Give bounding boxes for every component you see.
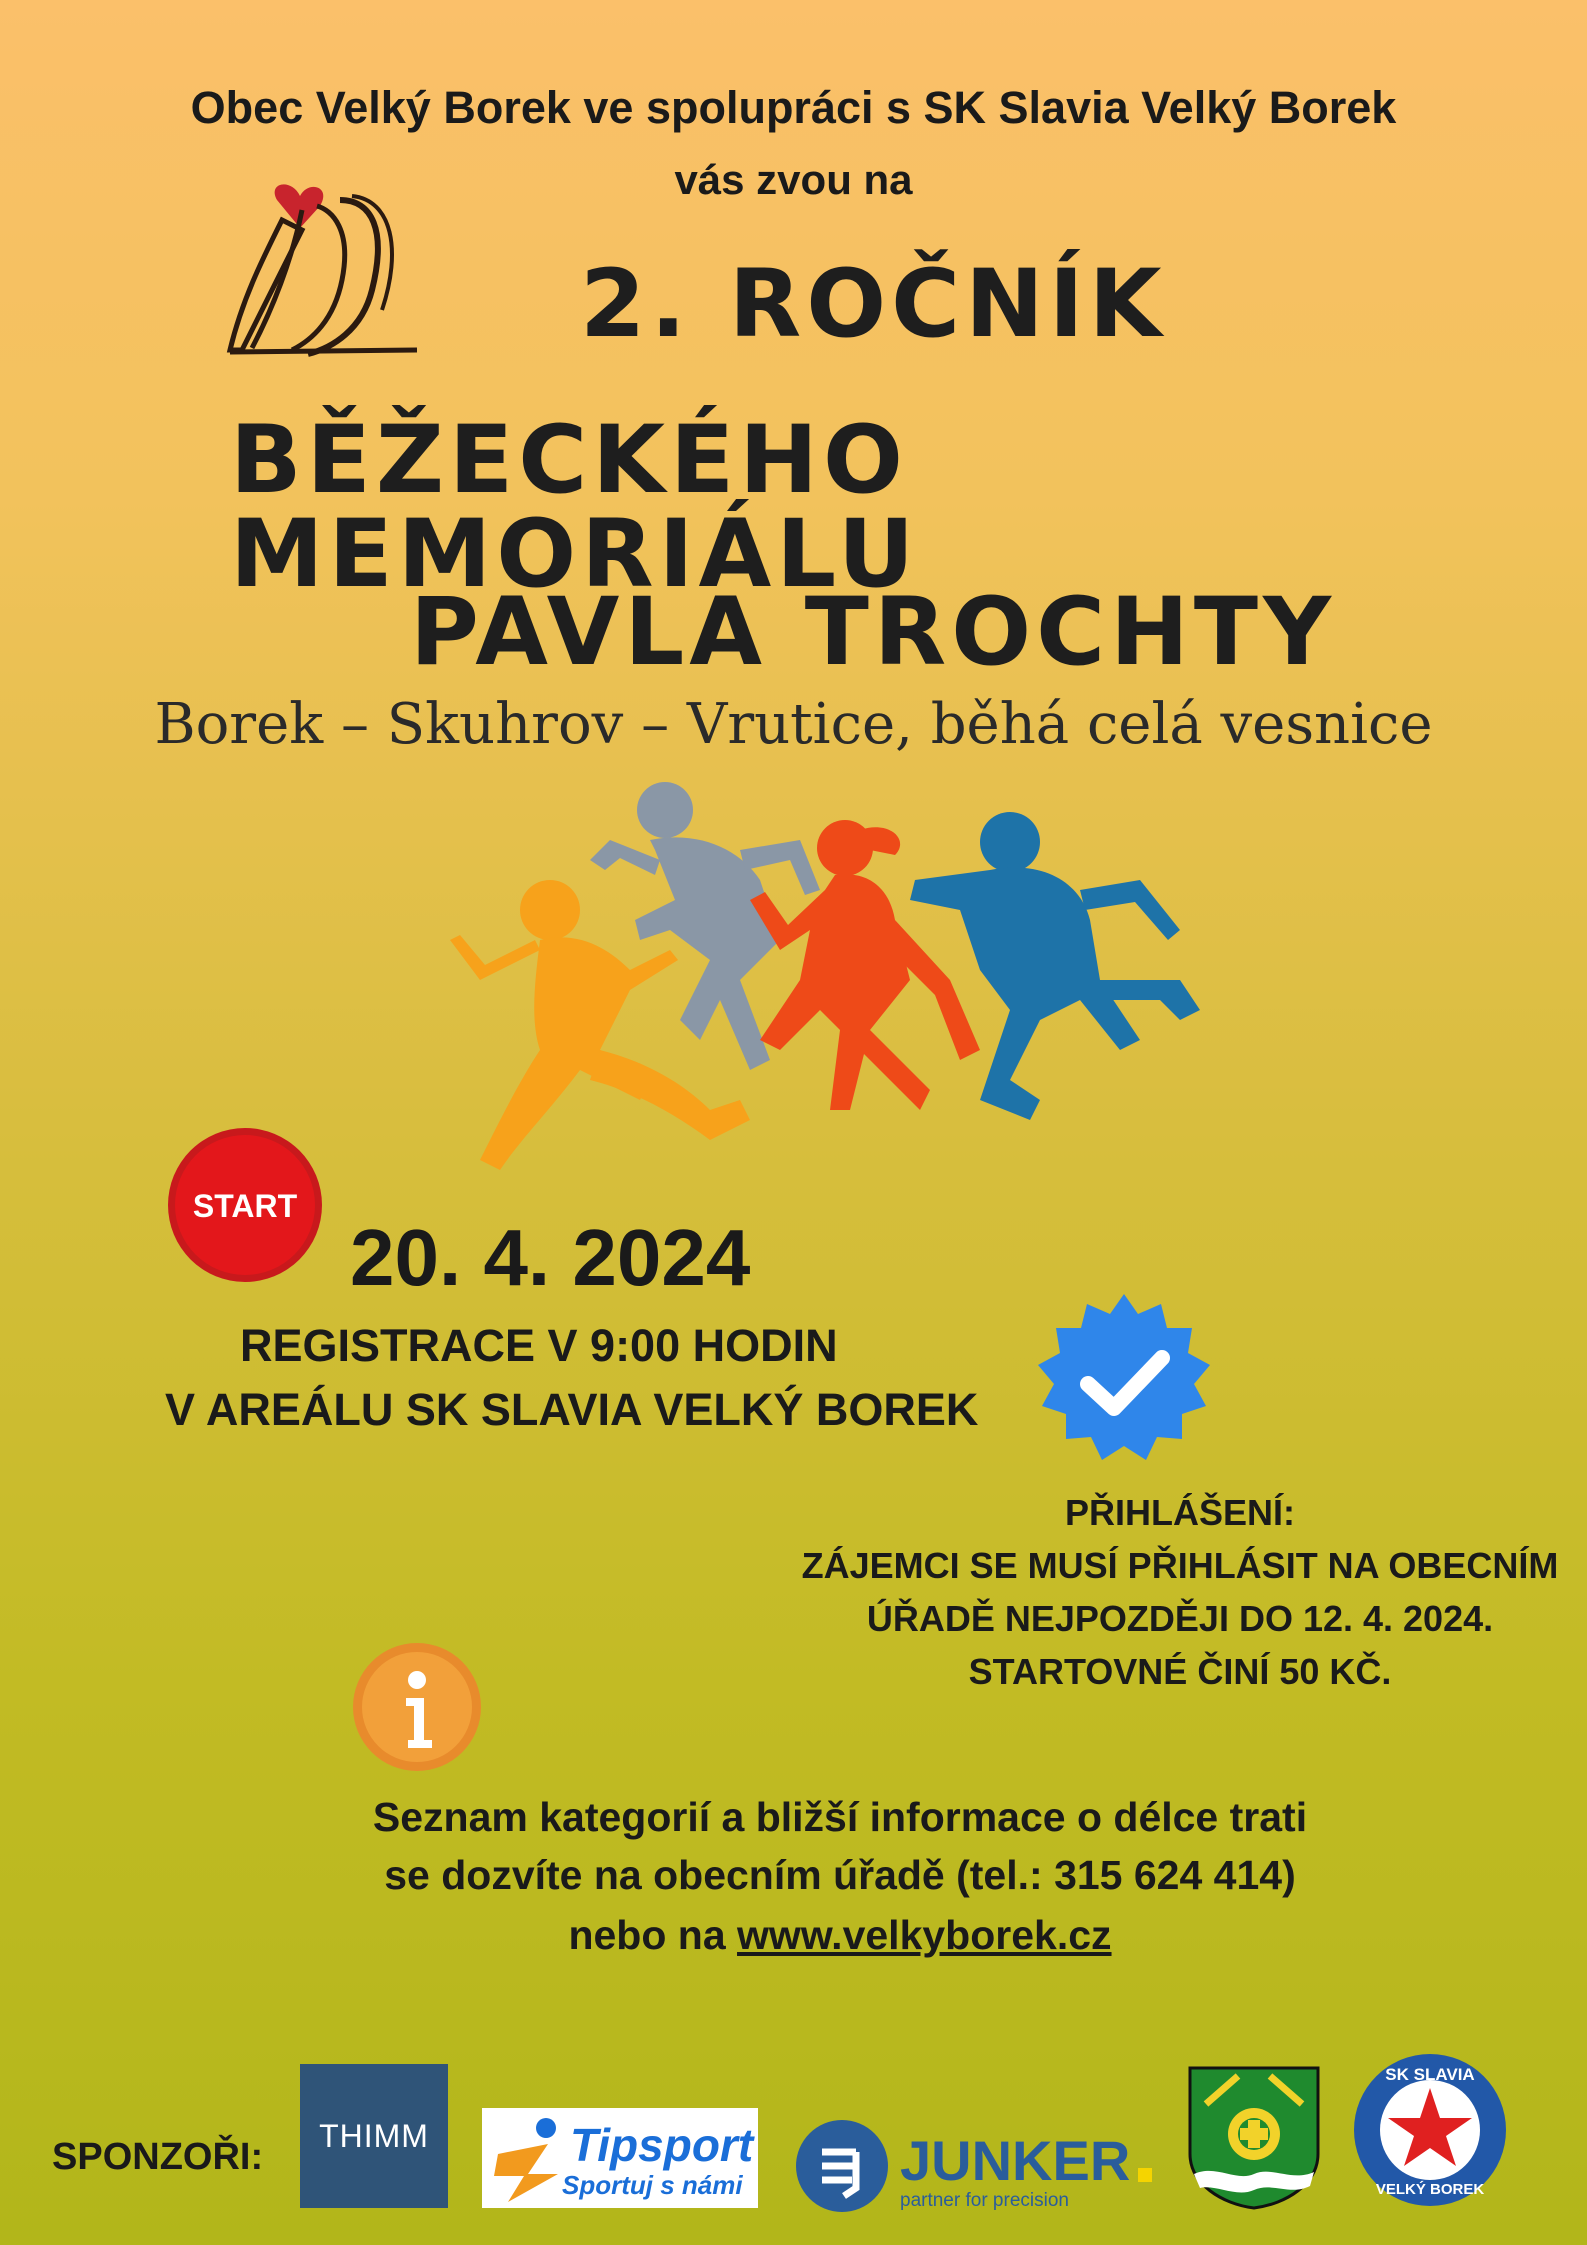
- title-line-1: 2. ROČNÍK: [580, 250, 1167, 359]
- registration-place: V AREÁLU SK SLAVIA VELKÝ BOREK: [165, 1384, 979, 1435]
- junker-name: JUNKER: [900, 2129, 1131, 2192]
- sk-slavia-badge: [1352, 2052, 1508, 2208]
- start-label: START: [192, 1188, 298, 1224]
- sponsors-label: SPONZOŘI:: [52, 2136, 264, 2178]
- invite-line-1: Obec Velký Borek ve spolupráci s SK Slavia Velký Borek: [190, 82, 1397, 133]
- junker-slogan: partner for precision: [900, 2190, 1069, 2211]
- info-line-3: [0, 1912, 1587, 1959]
- title-line-3: PAVLA TROCHTY: [410, 578, 1337, 687]
- slavia-top-text: SK SLAVIA: [1385, 2065, 1475, 2084]
- title-line-2: BĚŽECKÉHO MEMORIÁLU: [230, 406, 920, 609]
- signup-title: PŘIHLÁŠENÍ:: [1064, 1492, 1295, 1533]
- runners-illustration: [440, 780, 1200, 1200]
- info-line-3-prefix: nebo na: [568, 1912, 738, 1958]
- invite-line-2: vás zvou na: [674, 156, 913, 203]
- tipsport-runner-icon: [488, 2114, 568, 2204]
- info-line-1: Seznam kategorií a bližší informace o délce trati: [372, 1794, 1308, 1840]
- slavia-bottom-text: VELKÝ BOREK: [1375, 2181, 1485, 2198]
- verified-check-icon: [1036, 1292, 1212, 1468]
- coat-of-arms-icon: [1186, 2064, 1322, 2210]
- info-line-2: se dozvíte na obecním úřadě (tel.: 315 624 414): [384, 1852, 1296, 1898]
- signup-line-2: ÚŘADĚ NEJPOZDĚJI DO 12. 4. 2024.: [866, 1598, 1494, 1639]
- subtitle: Borek – Skuhrov – Vrutice, běhá celá vesnice: [154, 692, 1433, 757]
- junker-emblem-icon: [794, 2118, 890, 2214]
- event-date: 20. 4. 2024: [350, 1213, 751, 1302]
- signup-line-3: STARTOVNÉ ČINÍ 50 KČ.: [968, 1651, 1392, 1692]
- website-link[interactable]: www.velkyborek.cz: [737, 1912, 1112, 1958]
- registration-time: REGISTRACE V 9:00 HODIN: [240, 1320, 838, 1371]
- thimm-logo: THIMM: [300, 2064, 448, 2208]
- info-icon: [352, 1642, 482, 1772]
- tipsport-slogan: Sportuj s námi: [562, 2170, 743, 2200]
- junker-dot: [1138, 2168, 1152, 2182]
- signup-line-1: ZÁJEMCI SE MUSÍ PŘIHLÁSIT NA OBECNÍM: [801, 1545, 1559, 1586]
- running-shoe-heart-icon: [222, 170, 422, 360]
- tipsport-name: Tipsport: [570, 2119, 754, 2171]
